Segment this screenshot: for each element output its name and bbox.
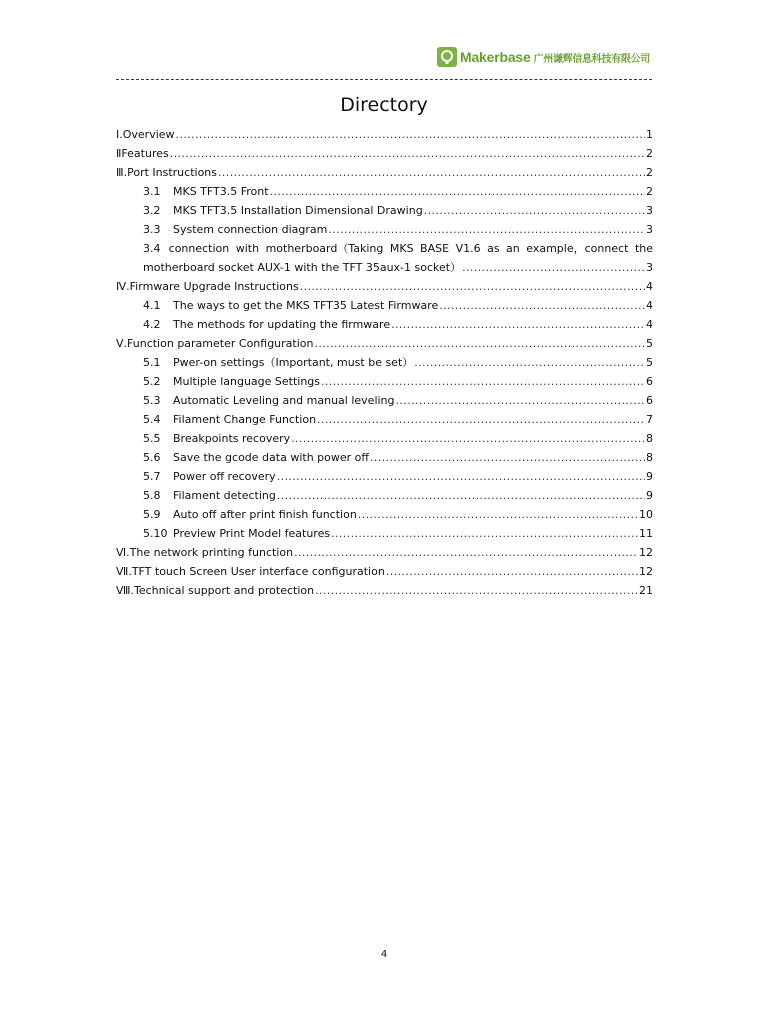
toc-entry[interactable] [116, 296, 653, 315]
toc-entry[interactable] [116, 220, 653, 239]
toc-entry-number: 5.10 [143, 527, 168, 540]
toc-entry[interactable] [116, 201, 653, 220]
toc-entry-title: The ways to get the MKS TFT35 Latest Firmware [173, 299, 439, 312]
toc-dot-leader [314, 334, 645, 353]
toc-entry-page: 10 [639, 508, 653, 521]
toc-entry-page: 8 [646, 432, 653, 445]
toc-entry-page: 9 [646, 489, 653, 502]
page-title: Directory [340, 94, 428, 116]
toc-entry-page: 1 [646, 128, 653, 141]
toc-entry-page: 5 [646, 337, 653, 350]
header-dashed-rule [116, 79, 652, 80]
toc-entry-page: 21 [639, 584, 653, 597]
toc-entry-page: 5 [646, 356, 653, 369]
toc-entry-page: 7 [646, 413, 653, 426]
toc-entry[interactable] [116, 315, 653, 334]
toc-entry-number: Ⅵ. [116, 546, 130, 559]
toc-entry-title: Power off recovery [173, 470, 276, 483]
toc-entry-number: 5.9 [143, 508, 161, 521]
toc-entry-title: Multiple language Settings [173, 375, 321, 388]
toc-entry-page: 6 [646, 394, 653, 407]
toc-entry-number: 4.2 [143, 318, 161, 331]
toc-entry-number: 5.7 [143, 470, 161, 483]
toc-entry-title: Firmware Upgrade Instructions [129, 280, 299, 293]
toc-dot-leader [386, 562, 638, 581]
toc-dot-leader [315, 581, 638, 600]
toc-entry[interactable] [116, 125, 653, 144]
toc-entry[interactable] [116, 258, 653, 277]
toc-entry[interactable] [116, 372, 653, 391]
toc-entry-number: Ⅱ [116, 147, 122, 160]
toc-entry-number: Ⅶ. [116, 565, 132, 578]
toc-entry-page: 4 [646, 318, 653, 331]
toc-entry-page: 9 [646, 470, 653, 483]
toc-entry[interactable] [116, 163, 653, 182]
toc-entry-title: Automatic Leveling and manual leveling [173, 394, 395, 407]
toc-entry-page: 4 [646, 299, 653, 312]
toc-entry[interactable] [116, 543, 653, 562]
toc-entry-number: 5.8 [143, 489, 161, 502]
toc-entry-title: TFT touch Screen User interface configuration [131, 565, 385, 578]
toc-entry-title: motherboard socket AUX-1 with the TFT 35aux-1 socket） [143, 261, 462, 274]
toc-dot-leader [396, 391, 645, 410]
toc-entry[interactable] [116, 505, 653, 524]
toc-entry-page: 3 [646, 261, 653, 274]
toc-entry-title: Save the gcode data with power off [173, 451, 369, 464]
toc-entry-title: Preview Print Model features [173, 527, 331, 540]
toc-dot-leader [270, 182, 645, 201]
toc-entry-page: 2 [646, 166, 653, 179]
toc-entry-number: 3.4 [143, 242, 161, 255]
toc-entry-title: Function parameter Configuration [127, 337, 314, 350]
toc-entry-number: 5.2 [143, 375, 161, 388]
toc-dot-leader [300, 277, 645, 296]
toc-entry-page: 6 [646, 375, 653, 388]
toc-dot-leader [321, 372, 645, 391]
toc-entry[interactable] [116, 524, 653, 543]
toc-entry-page: 12 [639, 565, 653, 578]
toc-entry[interactable] [116, 144, 653, 163]
toc-dot-leader [439, 296, 645, 315]
logo-brand-name: Makerbase [460, 49, 531, 65]
toc-entry-number: 5.6 [143, 451, 161, 464]
toc-entry[interactable] [116, 429, 653, 448]
toc-entry[interactable] [116, 239, 653, 258]
toc-entry-page: 2 [646, 185, 653, 198]
toc-dot-leader [176, 125, 645, 144]
toc-entry-title: Port Instructions [127, 166, 218, 179]
toc-entry-title: Overview [122, 128, 175, 141]
toc-entry-number: 3.2 [143, 204, 161, 217]
toc-dot-leader [277, 486, 645, 505]
table-of-contents [116, 125, 653, 600]
toc-dot-leader [370, 448, 645, 467]
toc-dot-leader [317, 410, 645, 429]
toc-entry[interactable] [116, 277, 653, 296]
toc-entry-page: 8 [646, 451, 653, 464]
page-header [116, 44, 652, 80]
toc-entry[interactable] [116, 562, 653, 581]
toc-entry-page: 3 [646, 204, 653, 217]
toc-dot-leader [391, 315, 645, 334]
toc-entry-number: 5.4 [143, 413, 161, 426]
toc-entry-title: The methods for updating the firmware [173, 318, 391, 331]
toc-entry-title: Filament detecting [173, 489, 276, 502]
toc-entry-title: Technical support and protection [133, 584, 315, 597]
toc-entry-number: 5.1 [143, 356, 161, 369]
toc-entry-page: 4 [646, 280, 653, 293]
toc-dot-leader [218, 163, 645, 182]
logo-company-name: 广州谦辉信息科技有限公司 [533, 53, 650, 65]
toc-entry-page: 12 [639, 546, 653, 559]
toc-entry-title: Pwer-on settings（Important, must be set） [173, 356, 414, 369]
toc-dot-leader [277, 467, 645, 486]
toc-entry[interactable] [116, 391, 653, 410]
toc-dot-leader [294, 543, 638, 562]
toc-entry-number: 5.5 [143, 432, 161, 445]
toc-dot-leader [328, 220, 645, 239]
toc-entry-title: Filament Change Function [173, 413, 317, 426]
toc-dot-leader [291, 429, 645, 448]
toc-entry-number: Ⅷ. [116, 584, 134, 597]
toc-entry-number: 4.1 [143, 299, 161, 312]
toc-entry-page: 3 [646, 223, 653, 236]
toc-entry-number: Ⅳ. [116, 280, 130, 293]
toc-entry[interactable] [116, 353, 653, 372]
toc-entry-title: The network printing function [129, 546, 294, 559]
toc-entry-title: System connection diagram [173, 223, 328, 236]
toc-entry-title: Breakpoints recovery [173, 432, 291, 445]
toc-entry[interactable] [116, 448, 653, 467]
toc-entry[interactable] [116, 467, 653, 486]
toc-entry-page: 2 [646, 147, 653, 160]
toc-dot-leader [424, 201, 645, 220]
toc-entry[interactable] [116, 182, 653, 201]
toc-entry-number: 3.3 [143, 223, 161, 236]
toc-entry-number: Ⅲ. [116, 166, 128, 179]
toc-entry-title: Auto off after print finish function [173, 508, 357, 521]
toc-dot-leader [170, 144, 645, 163]
toc-entry-page: 11 [639, 527, 653, 540]
toc-entry-title: MKS TFT3.5 Front [173, 185, 269, 198]
toc-entry[interactable] [116, 334, 653, 353]
makerbase-logo [437, 46, 650, 68]
toc-dot-leader [414, 353, 645, 372]
toc-entry-number: Ⅴ. [116, 337, 128, 350]
toc-entry[interactable] [116, 486, 653, 505]
toc-dot-leader [462, 258, 645, 277]
toc-entry-title: Features [121, 147, 169, 160]
toc-entry-title: connection with motherboard（Taking MKS BASE V1.6 as an example，connect the [168, 242, 653, 255]
makerbase-logo-icon [437, 47, 457, 67]
toc-entry-number: 3.1 [143, 185, 161, 198]
toc-entry-title: MKS TFT3.5 Installation Dimensional Drawing [173, 204, 423, 217]
page-number: 4 [380, 949, 388, 960]
toc-entry[interactable] [116, 581, 653, 600]
toc-entry[interactable] [116, 410, 653, 429]
toc-dot-leader [358, 505, 638, 524]
toc-dot-leader [331, 524, 638, 543]
toc-entry-number: 5.3 [143, 394, 161, 407]
toc-entry-number: Ⅰ. [116, 128, 123, 141]
